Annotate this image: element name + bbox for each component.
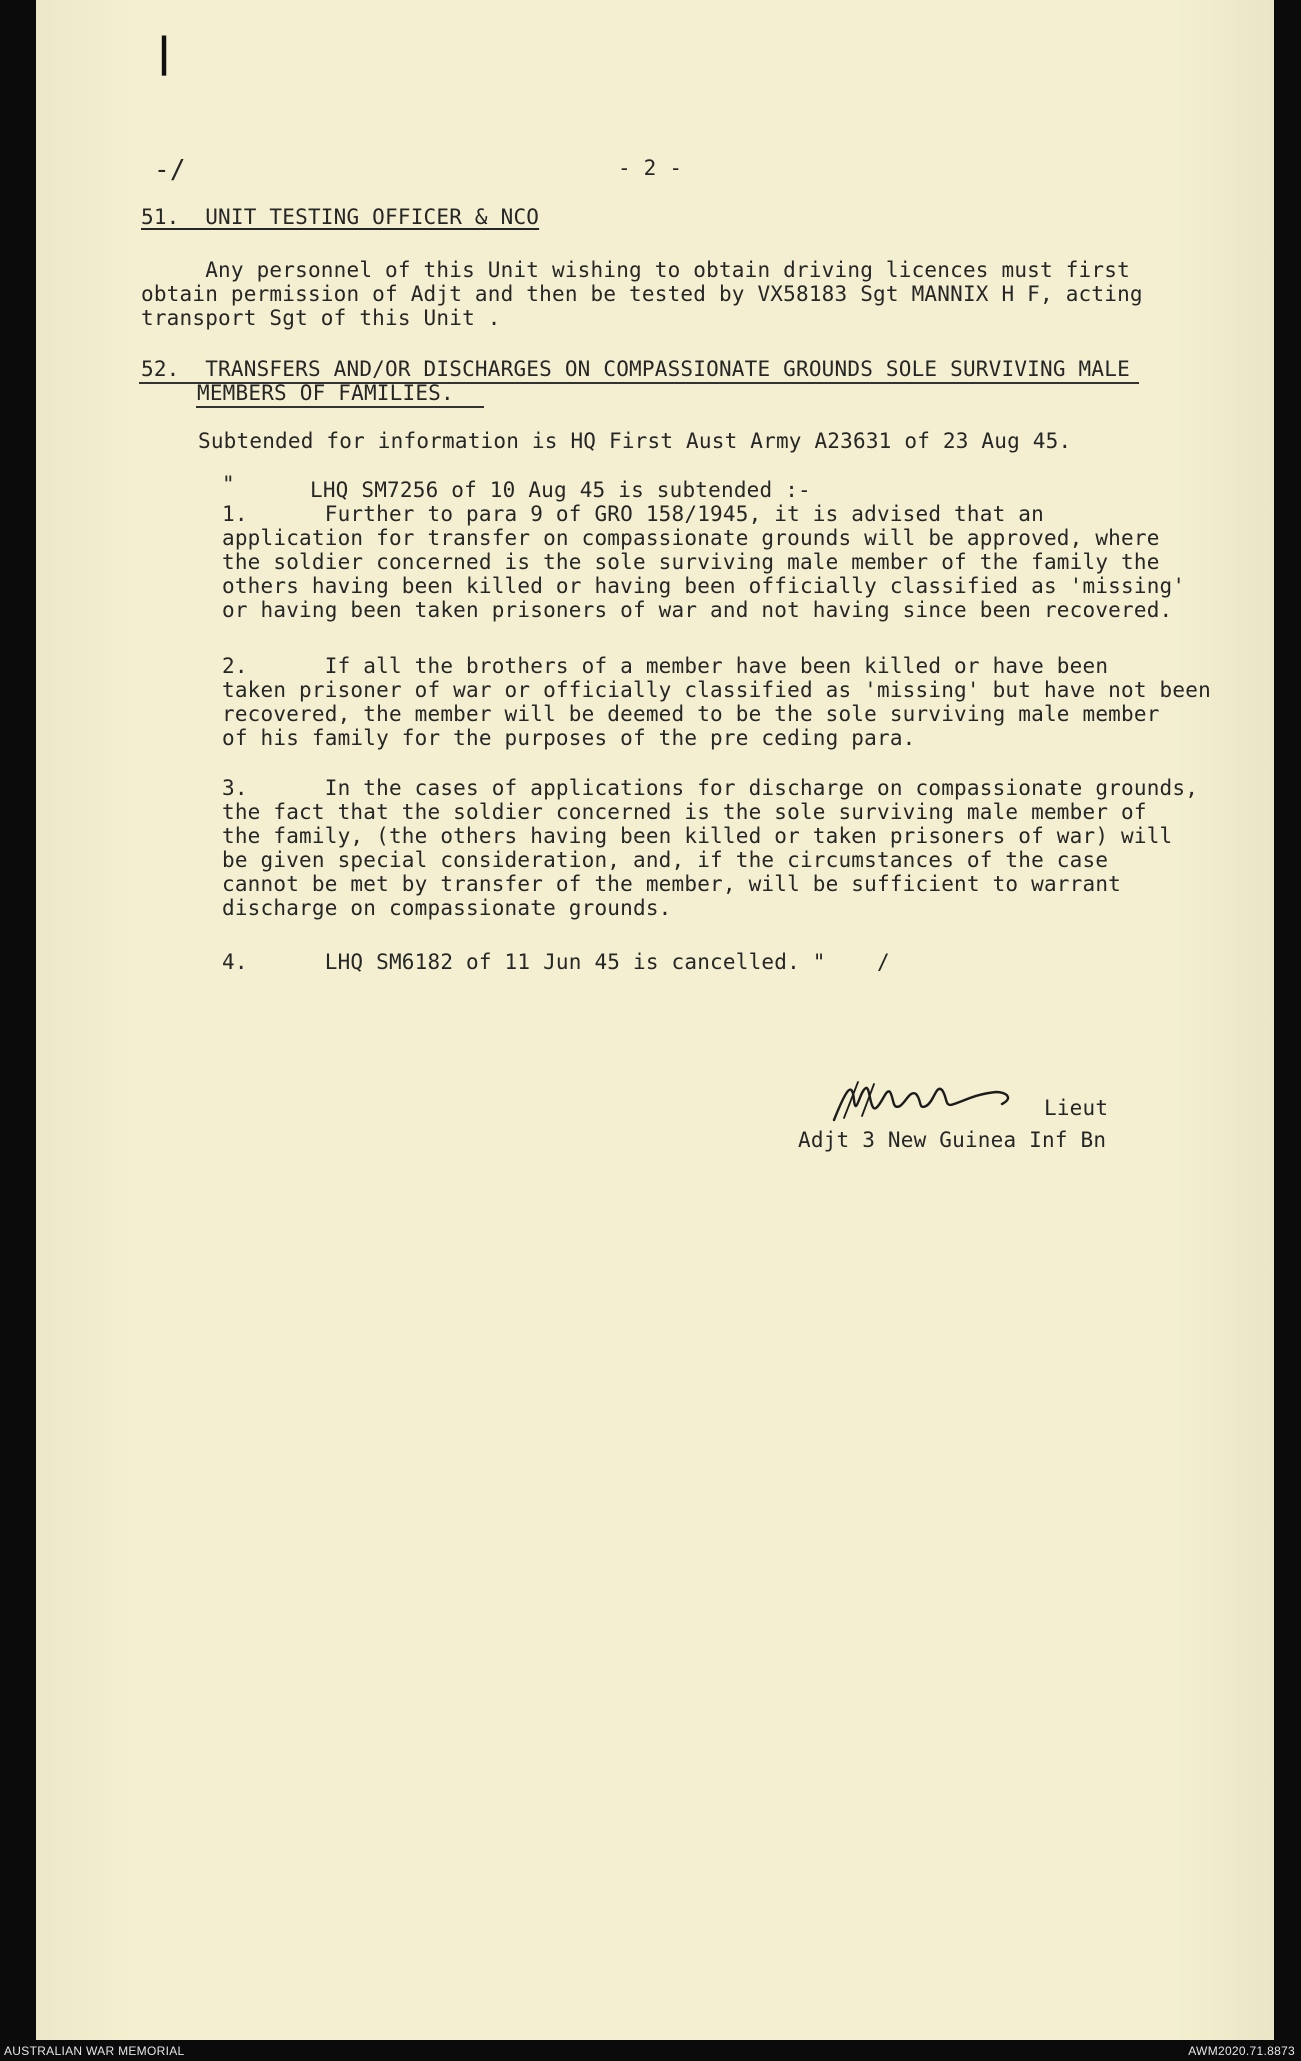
margin-mark: -/ bbox=[154, 155, 186, 185]
section-52-heading-line-1: 52. TRANSFERS AND/OR DISCHARGES ON COMPASSIONATE GROUNDS SOLE SURVIVING MALE bbox=[141, 357, 1130, 381]
para-3-line-2: the fact that the soldier concerned is the sole surviving male member of bbox=[222, 800, 1147, 824]
footer-archive-name: AUSTRALIAN WAR MEMORIAL bbox=[4, 2044, 185, 2058]
section-52-heading-line-2: MEMBERS OF FAMILIES. bbox=[197, 381, 454, 405]
para-1-line-1: 1. Further to para 9 of GRO 158/1945, it is advised that an bbox=[222, 502, 1044, 526]
para-1-line-5: or having been taken prisoners of war and not having since been recovered. bbox=[222, 598, 1173, 622]
section-51-heading: 51. UNIT TESTING OFFICER & NCO bbox=[141, 205, 540, 229]
document-page bbox=[36, 0, 1274, 2040]
footer-item-id: AWM2020.71.8873 bbox=[1188, 2044, 1295, 2058]
para-3-line-1: 3. In the cases of applications for discharge on compassionate grounds, bbox=[222, 776, 1199, 800]
section-52-intro: Subtended for information is HQ First Aust Army A23631 of 23 Aug 45. bbox=[198, 429, 1072, 453]
quote-open-mark: " bbox=[222, 472, 235, 496]
section-51-line-1: Any personnel of this Unit wishing to obtain driving licences must first bbox=[141, 258, 1130, 282]
para-3-line-3: the family, (the others having been killed or taken prisoners of war) will bbox=[222, 824, 1173, 848]
para-3-line-6: discharge on compassionate grounds. bbox=[222, 896, 672, 920]
para-4: 4. LHQ SM6182 of 11 Jun 45 is cancelled. " / bbox=[222, 950, 890, 974]
para-3-line-5: cannot be met by transfer of the member, will be sufficient to warrant bbox=[222, 872, 1122, 896]
page-number: - 2 - bbox=[618, 156, 683, 180]
para-1-line-3: the soldier concerned is the sole surviving male member of the family the bbox=[222, 550, 1160, 574]
para-2-line-3: recovered, the member will be deemed to be the sole surviving male member bbox=[222, 702, 1160, 726]
quote-intro: LHQ SM7256 of 10 Aug 45 is subtended :- bbox=[310, 478, 811, 502]
para-1-line-2: application for transfer on compassionate grounds will be approved, where bbox=[222, 526, 1160, 550]
para-2-line-2: taken prisoner of war or officially classified as 'missing' but have not been bbox=[222, 678, 1211, 702]
section-51-line-2: obtain permission of Adjt and then be tested by VX58183 Sgt MANNIX H F, acting bbox=[141, 282, 1143, 306]
para-1-line-4: others having been killed or having been officially classified as 'missing' bbox=[222, 574, 1186, 598]
section-51-line-3: transport Sgt of this Unit . bbox=[141, 306, 501, 330]
signatory-appointment: Adjt 3 New Guinea Inf Bn bbox=[798, 1128, 1107, 1152]
signatory-rank: Lieut bbox=[1044, 1096, 1109, 1120]
para-3-line-4: be given special consideration, and, if the circumstances of the case bbox=[222, 848, 1109, 872]
handwritten-signature bbox=[826, 1070, 1046, 1130]
heading-underline-2 bbox=[196, 406, 484, 408]
para-2-line-1: 2. If all the brothers of a member have been killed or have been bbox=[222, 654, 1109, 678]
para-2-line-4: of his family for the purposes of the pre ceding para. bbox=[222, 726, 916, 750]
margin-tick-mark: | bbox=[152, 30, 177, 76]
